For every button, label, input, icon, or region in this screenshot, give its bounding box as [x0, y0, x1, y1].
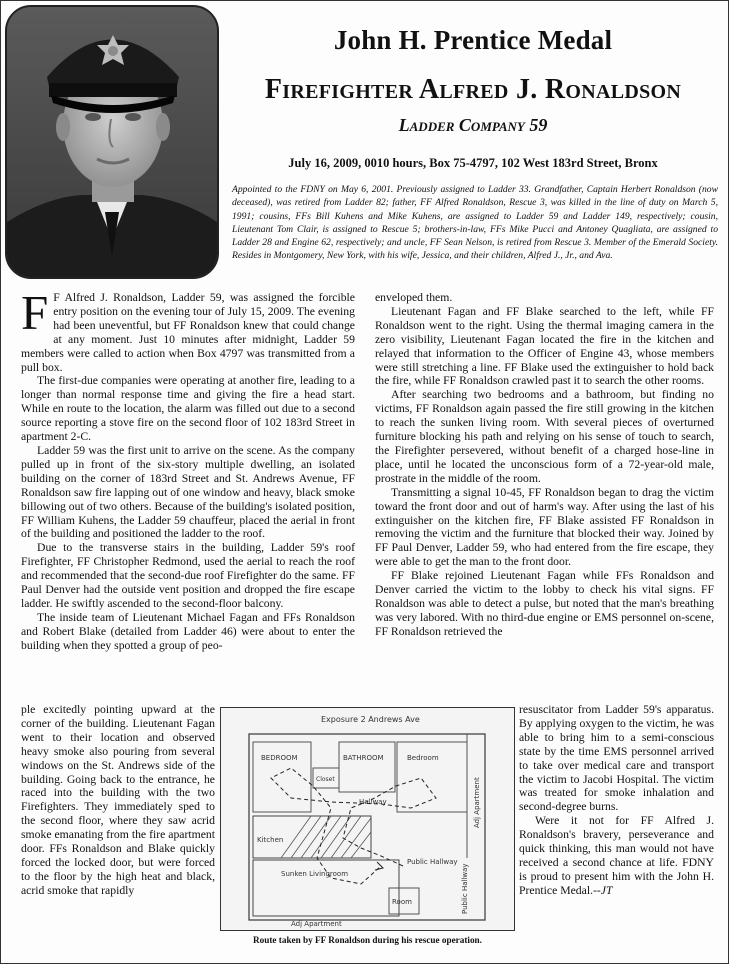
diagram-label-public-hallway-bottom: Public Hallway: [461, 863, 469, 914]
unit-name: Ladder Company 59: [398, 115, 548, 135]
diagram-label-closet: Closet: [316, 776, 335, 783]
article-paragraph: Lieutenant Fagan and FF Blake searched to the left, while FF Ronaldson went to the right. Using the thermal imaging camera in the zero visibility, Lieutenant Fagan located the fire in the kitchen and relayed that information to the Officer of Engine 43, whose members were still stretching a line. FF Blake used the extinguisher to hold back the fire, while FF Ronaldson crawled past it to search the other rooms.: [375, 304, 714, 388]
honoree-name: Firefighter Alfred J. Ronaldson: [264, 74, 682, 105]
drop-cap: F: [21, 285, 49, 340]
article-paragraph: Due to the transverse stairs in the building, Ladder 59's roof Firefighter, FF Christopher Redmond, used the aerial to reach the roof and recommended that the second-due roof Firefighter do the same. FF Paul Denver had the outside vent position and dropped the fire escape ladder. He swiftly ascended to the second-floor balcony.: [21, 541, 355, 610]
article-paragraph: resuscitator from Ladder 59's apparatus. By applying oxygen to the victim, he was able to bring him to a semi-conscious state by the time EMS personnel arrived to take over medical care and transport the victim to Jacobi Hospital. The victim was treated for smoke inhalation and second-degree burns.: [519, 703, 714, 814]
diagram-label-exposure: Exposure 2 Andrews Ave: [321, 715, 420, 724]
incident-dateline: July 16, 2009, 0010 hours, Box 75-4797, 102 West 183rd Street, Bronx: [288, 156, 658, 170]
article-paragraph: After searching two bedrooms and a bathroom, but finding no victims, FF Ronaldson again passed the fire still growing in the kitchen to reach the sunken living room. With several pieces of overturned furniture blocking his path and relying on his sense of touch to search, the Firefighter persevered, without benefit of a charged hose-line in place, until he located the unconscious form of a 72-year-old male, prostrate in the middle of the room.: [375, 388, 714, 485]
diagram-label-bedroom-1: BEDROOM: [261, 754, 298, 762]
article-paragraph: enveloped them.: [375, 291, 453, 304]
diagram-label-adj-apartment-bottom: Adj Apartment: [291, 920, 342, 928]
diagram-label-hallway: Hallway: [359, 798, 387, 806]
article-bottom-left-column: [21, 703, 215, 898]
article-paragraph: Ladder 59 was the first unit to arrive on the scene. As the company pulled up in front of the six-story multiple dwelling, an isolated building on the corner of 183rd Street and St. Andrews Avenue, FF Ronaldson saw fire lapping out of one window and heavy, black smoke billowing out of two others. Because of the building's isolated position, FF William Kuhens, the Ladder 59 chauffeur, placed the aerial in front of the building and positioned the ladder to the roof.: [21, 443, 355, 541]
article-paragraph: The inside team of Lieutenant Michael Fagan and FFs Ronaldson and Robert Blake (detailed from Ladder 46) were about to enter the building when they spotted a group of peo-: [21, 610, 355, 652]
article-left-column: [21, 285, 355, 653]
article-paragraph: ple excitedly pointing upward at the corner of the building. Lieutenant Fagan went to their location and observed heavy smoke also pouring from several windows on the St. Andrews side of the building. Going back to the entrance, he raced into the building with the two Firefighters. They immediately sped to the second floor, where they saw acrid smoke emanating from the fire apartment door. FFs Ronaldson and Blake quickly forced the locked door, but were forced to the floor by the high heat and black, acrid smoke that rapidly: [21, 703, 215, 897]
diagram-label-bathroom: BATHROOM: [343, 754, 384, 762]
article-paragraph: The first-due companies were operating at another fire, leading to a longer than normal response time and giving the fire a head start. While en route to the location, the alarm was filled out due to a second source reporting a stove fire on the second floor of 102 183rd Street in apartment 2-C.: [21, 374, 355, 444]
biography-paragraph: Appointed to the FDNY on May 6, 2001. Previously assigned to Ladder 33. Grandfather, Captain Herbert Ronaldson (now deceased), was retired from Ladder 82; father, FF Alfred Ronaldson, Rescue 3, was killed in the line of duty on March 5, 1991; cousins, FFs Bill Kuhens and Mike Kuhens, are assigned to Ladder 59 and Ladder 149, respectively; cousin, Lieutenant Tom Clair, is assigned to Rescue 5; brothers-in-law, FFs Mike Pucci and Antoney Quagliata, are assigned to Ladder 28 and Engine 62, respectively; and uncle, FF Sean Nelson, is retired from Rescue 3. Member of the Emerald Society. Resides in Montgomery, New York, with his wife, Jessica, and their children, Alfred J., Jr., and Ava.: [232, 184, 718, 262]
diagram-label-public-hallway-right: Public Hallway: [407, 858, 458, 866]
medal-title: John H. Prentice Medal: [333, 25, 613, 55]
diagram-caption: Route taken by FF Ronaldson during his rescue operation.: [253, 935, 482, 945]
diagram-label-adj-apartment-right: Adj Apartment: [473, 777, 481, 828]
diagram-label-room: Room: [392, 898, 412, 906]
floor-plan-sketch: [221, 708, 514, 930]
article-paragraph: FF Blake rejoined Lieutenant Fagan while FFs Ronaldson and Denver carried the victim to the lobby to check his vital signs. FF Ronaldson was able to detect a pulse, but noted that the man's breathing was very labored. With no third-due engine or EMS personnel on-scene, FF Ronaldson retrieved the: [375, 569, 714, 638]
firefighter-portrait-image: [7, 7, 217, 277]
article-right-column: [375, 291, 714, 639]
floor-plan-diagram: [220, 707, 515, 931]
article-paragraph: F Alfred J. Ronaldson, Ladder 59, was assigned the forcible entry position on the evening tour of July 15, 2009. The evening had been uneventful, but FF Ronaldson knew that could change at any moment. Just 10 minutes after midnight, Ladder 59 members were called to action when Box 4797 was transmitted from a pull box.: [21, 291, 355, 374]
portrait-photo: [5, 5, 219, 279]
diagram-label-kitchen: Kitchen: [257, 836, 284, 844]
article-paragraph: Were it not for FF Alfred J. Ronaldson's bravery, perseverance and quick thinking, this man would not have received a second chance at life. FDNY is proud to present him with the John H. Prentice Medal.: [519, 814, 714, 897]
article-bottom-right-column: [519, 703, 714, 898]
diagram-label-bedroom-2: Bedroom: [407, 754, 439, 762]
article-paragraph: Transmitting a signal 10-45, FF Ronaldson began to drag the victim toward the front door and out of harm's way. After using the last of his extinguisher on the kitchen fire, FF Blake assisted FF Ronaldson in removing the victim and the furniture that blocked their way. Joined by FF Paul Denver, Ladder 59, who had entered from the fire escape, they were able to get the man to the front door.: [375, 485, 714, 569]
diagram-label-living-room: Sunken Livingroom: [281, 870, 349, 878]
author-signoff: --JT: [593, 883, 613, 897]
